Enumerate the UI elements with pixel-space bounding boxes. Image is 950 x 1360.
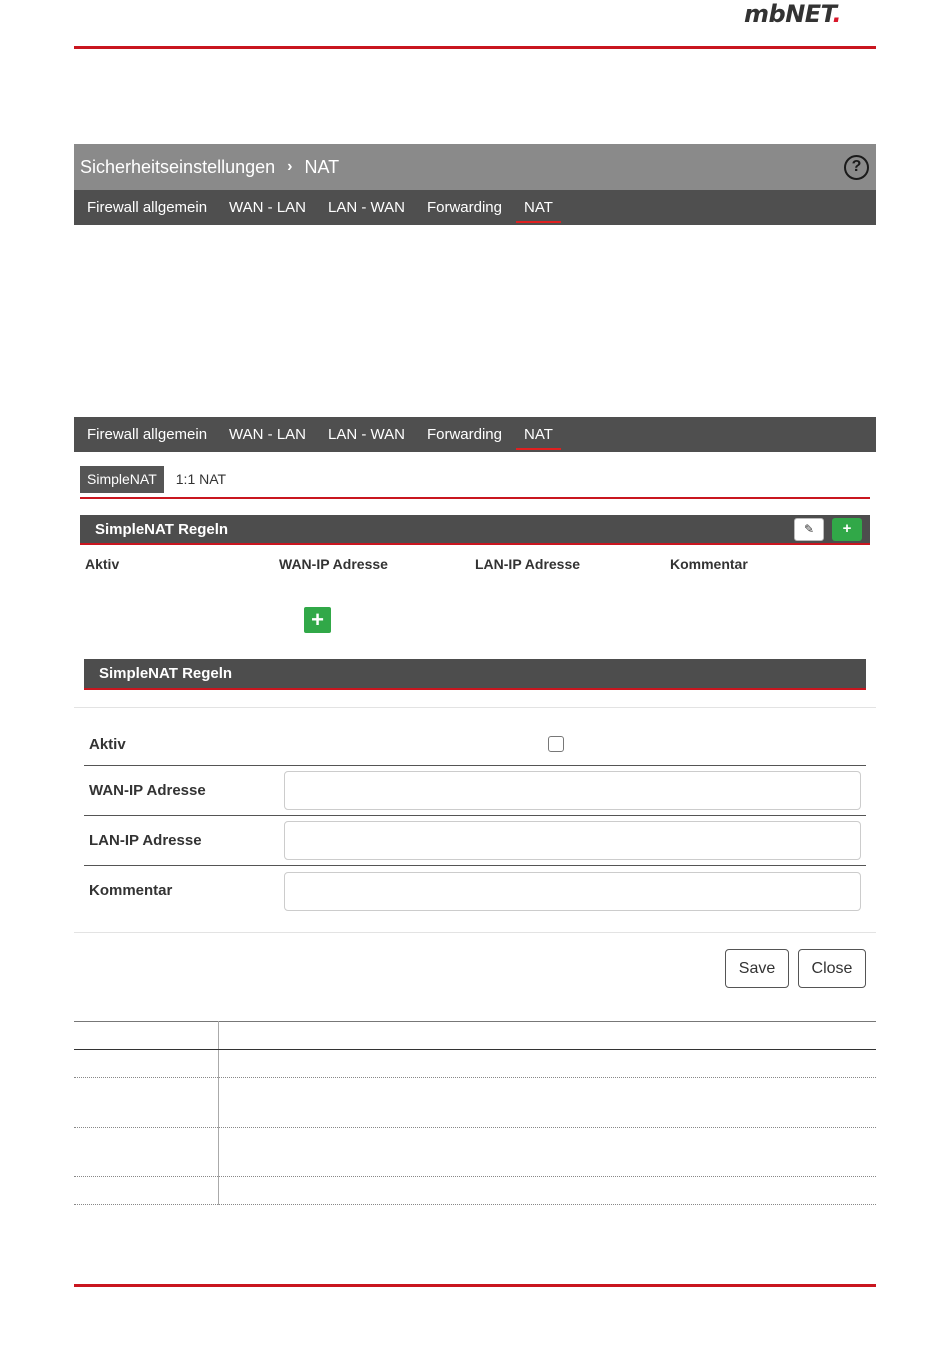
description-table bbox=[74, 1021, 876, 1205]
wan-ip-input[interactable] bbox=[284, 771, 861, 810]
breadcrumb-section[interactable]: Sicherheitseinstellungen bbox=[80, 156, 276, 177]
table-row bbox=[74, 1050, 876, 1078]
rules-panel-header bbox=[80, 515, 870, 545]
tab-lan-wan[interactable]: LAN - WAN bbox=[328, 426, 405, 443]
tab-wan-lan[interactable]: WAN - LAN bbox=[229, 426, 306, 443]
dialog-divider bbox=[74, 707, 876, 708]
plus-icon: + bbox=[311, 607, 324, 632]
edit-rules-button[interactable] bbox=[794, 518, 824, 541]
table-row bbox=[74, 1177, 876, 1205]
tab-nat[interactable]: NAT bbox=[524, 190, 553, 225]
add-rule-button[interactable] bbox=[832, 518, 862, 541]
tab-firewall-allgemein[interactable]: Firewall allgemein bbox=[87, 199, 208, 216]
breadcrumb-page: NAT bbox=[304, 156, 340, 177]
row-divider bbox=[84, 815, 866, 816]
tab-wan-lan[interactable]: WAN - LAN bbox=[229, 199, 306, 216]
nat-subtabs bbox=[80, 466, 870, 499]
help-icon[interactable]: ? bbox=[844, 155, 869, 180]
logo-text: mbNET bbox=[744, 0, 833, 28]
chevron-right-icon: › bbox=[287, 158, 293, 175]
close-button[interactable]: Close bbox=[798, 949, 866, 988]
edit-icon: ✎ bbox=[803, 522, 815, 536]
kommentar-label: Kommentar bbox=[89, 882, 173, 899]
dialog-header bbox=[84, 659, 866, 690]
rules-panel-title: SimpleNAT Regeln bbox=[95, 520, 229, 538]
column-wan-ip: WAN-IP Adresse bbox=[279, 556, 388, 572]
kommentar-input[interactable] bbox=[284, 872, 861, 911]
column-aktiv: Aktiv bbox=[85, 556, 120, 572]
firewall-tabs-second bbox=[74, 417, 876, 452]
tab-firewall-allgemein[interactable]: Firewall allgemein bbox=[87, 426, 208, 443]
column-lan-ip: LAN-IP Adresse bbox=[475, 556, 581, 572]
tab-nat[interactable]: NAT bbox=[524, 417, 553, 452]
column-kommentar: Kommentar bbox=[670, 556, 748, 572]
aktiv-label: Aktiv bbox=[89, 736, 126, 753]
footer-divider bbox=[74, 1284, 876, 1287]
lan-ip-label: LAN-IP Adresse bbox=[89, 832, 202, 849]
row-divider bbox=[84, 865, 866, 866]
row-divider bbox=[84, 765, 866, 766]
save-button[interactable]: Save bbox=[725, 949, 789, 988]
logo-dot: . bbox=[832, 0, 842, 28]
dialog-title: SimpleNAT Regeln bbox=[99, 665, 233, 682]
firewall-tabs bbox=[74, 190, 876, 225]
subtab-one-to-one-nat[interactable]: 1:1 NAT bbox=[175, 471, 227, 487]
lan-ip-input[interactable] bbox=[284, 821, 861, 860]
subtab-simplenat[interactable]: SimpleNAT bbox=[80, 466, 164, 493]
dialog-footer-divider bbox=[74, 932, 876, 933]
mbnet-logo bbox=[744, 0, 841, 28]
tab-forwarding[interactable]: Forwarding bbox=[426, 426, 502, 443]
add-row-button[interactable] bbox=[304, 607, 331, 633]
plus-icon: + bbox=[842, 520, 852, 537]
table-row bbox=[74, 1078, 876, 1128]
tab-forwarding[interactable]: Forwarding bbox=[426, 199, 502, 216]
tab-lan-wan[interactable]: LAN - WAN bbox=[328, 199, 405, 216]
wan-ip-label: WAN-IP Adresse bbox=[89, 782, 206, 799]
aktiv-checkbox[interactable] bbox=[548, 736, 564, 752]
table-header-row bbox=[74, 1022, 876, 1050]
breadcrumb bbox=[74, 144, 876, 190]
header-divider bbox=[74, 46, 876, 49]
table-row bbox=[74, 1128, 876, 1177]
